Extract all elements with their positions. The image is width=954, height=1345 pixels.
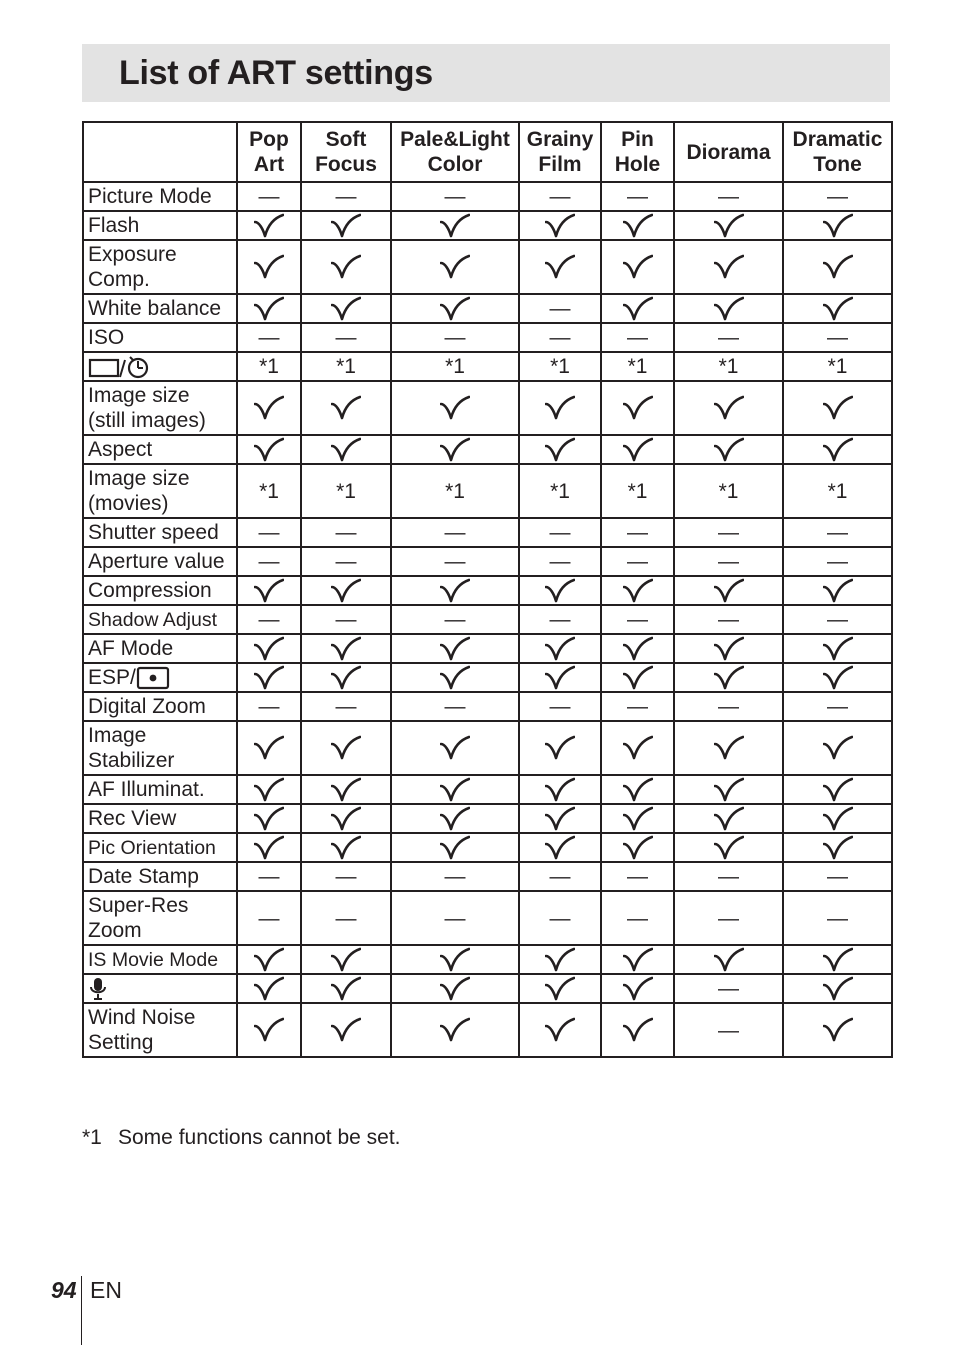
row-label xyxy=(83,692,237,721)
not-available-dash: — xyxy=(601,323,674,352)
check-icon xyxy=(674,775,783,804)
row-label xyxy=(83,775,237,804)
not-available-dash: — xyxy=(783,547,892,576)
check-icon xyxy=(301,435,391,464)
check-icon xyxy=(783,1003,892,1057)
not-available-dash: — xyxy=(237,605,301,634)
column-header-line: Tone xyxy=(813,153,862,176)
not-available-dash: — xyxy=(391,182,519,211)
check-icon xyxy=(391,240,519,294)
check-icon xyxy=(601,211,674,240)
row-label-text: Pic Orientation xyxy=(88,836,216,859)
not-available-dash: — xyxy=(519,862,601,891)
footnote-ref: *1 xyxy=(301,464,391,518)
not-available-dash: — xyxy=(674,891,783,945)
check-icon xyxy=(674,833,783,862)
check-icon xyxy=(391,945,519,974)
column-header-line: Pin xyxy=(621,128,654,151)
footnote-ref: *1 xyxy=(674,464,783,518)
footnote-ref: *1 xyxy=(391,464,519,518)
table-row xyxy=(83,435,892,464)
table-row xyxy=(83,547,892,576)
header-corner xyxy=(83,122,237,182)
row-label xyxy=(83,833,237,862)
column-header xyxy=(601,122,674,182)
check-icon xyxy=(301,240,391,294)
check-icon xyxy=(601,833,674,862)
not-available-dash: — xyxy=(674,323,783,352)
column-header-line: Art xyxy=(253,153,285,176)
row-label-text: Flash xyxy=(88,214,140,237)
check-icon xyxy=(391,634,519,663)
row-label-text: Digital Zoom xyxy=(88,695,206,718)
row-label-text: AF Illuminat. xyxy=(88,778,205,801)
not-available-dash: — xyxy=(519,891,601,945)
check-icon xyxy=(601,945,674,974)
row-label xyxy=(83,576,237,605)
not-available-dash: — xyxy=(519,294,601,323)
check-icon xyxy=(783,721,892,775)
not-available-dash: — xyxy=(783,518,892,547)
not-available-dash: — xyxy=(519,518,601,547)
header-row xyxy=(83,122,892,182)
not-available-dash: — xyxy=(674,518,783,547)
column-header-line: Dramatic xyxy=(792,128,883,151)
not-available-dash: — xyxy=(301,323,391,352)
not-available-dash: — xyxy=(391,323,519,352)
spot-metering-icon xyxy=(136,666,170,689)
column-header-line: Hole xyxy=(614,153,661,176)
check-icon xyxy=(301,833,391,862)
table-row xyxy=(83,576,892,605)
check-icon xyxy=(237,435,301,464)
footnote-ref: *1 xyxy=(783,352,892,381)
row-label xyxy=(83,182,237,211)
row-label-text: Date Stamp xyxy=(88,865,199,888)
row-label xyxy=(83,663,237,692)
footnote-ref: *1 xyxy=(237,352,301,381)
check-icon xyxy=(783,804,892,833)
check-icon xyxy=(674,634,783,663)
table-row xyxy=(83,775,892,804)
check-icon xyxy=(783,435,892,464)
column-header xyxy=(237,122,301,182)
check-icon xyxy=(674,663,783,692)
page-title: List of ART settings xyxy=(119,54,433,92)
table-row xyxy=(83,804,892,833)
not-available-dash: — xyxy=(519,547,601,576)
not-available-dash: — xyxy=(301,862,391,891)
check-icon xyxy=(237,663,301,692)
check-icon xyxy=(519,663,601,692)
table-row xyxy=(83,862,892,891)
table-row xyxy=(83,381,892,435)
column-header-line: Color xyxy=(427,153,483,176)
row-label-text: Wind Noise Setting xyxy=(88,1006,196,1054)
row-label xyxy=(83,605,237,634)
column-header xyxy=(519,122,601,182)
row-label-text: Compression xyxy=(88,579,212,602)
check-icon xyxy=(601,576,674,605)
not-available-dash: — xyxy=(601,182,674,211)
table-row xyxy=(83,634,892,663)
not-available-dash: — xyxy=(391,547,519,576)
table-row xyxy=(83,891,892,945)
column-header-line: Soft xyxy=(325,128,367,151)
column-header-line: Pop xyxy=(249,128,289,151)
check-icon xyxy=(519,1003,601,1057)
check-icon xyxy=(301,663,391,692)
column-header xyxy=(674,122,783,182)
not-available-dash: — xyxy=(783,323,892,352)
check-icon xyxy=(391,775,519,804)
row-label-text: Image size (still images) xyxy=(88,384,206,432)
not-available-dash: — xyxy=(237,182,301,211)
check-icon xyxy=(391,833,519,862)
not-available-dash: — xyxy=(601,891,674,945)
check-icon xyxy=(519,833,601,862)
row-label-text: Shadow Adjust xyxy=(88,608,218,631)
check-icon xyxy=(519,211,601,240)
footnote-ref: *1 xyxy=(601,352,674,381)
check-icon xyxy=(301,804,391,833)
check-icon xyxy=(519,775,601,804)
check-icon xyxy=(601,294,674,323)
not-available-dash: — xyxy=(519,323,601,352)
drive-selftimer-icon xyxy=(88,355,152,378)
row-label xyxy=(83,1003,237,1057)
not-available-dash: — xyxy=(601,605,674,634)
not-available-dash: — xyxy=(674,547,783,576)
check-icon xyxy=(601,804,674,833)
row-label-text: Aspect xyxy=(88,438,153,461)
not-available-dash: — xyxy=(783,891,892,945)
check-icon xyxy=(783,211,892,240)
footnote-ref: *1 xyxy=(391,352,519,381)
row-label xyxy=(83,634,237,663)
check-icon xyxy=(301,775,391,804)
check-icon xyxy=(237,945,301,974)
check-icon xyxy=(237,634,301,663)
not-available-dash: — xyxy=(519,692,601,721)
not-available-dash: — xyxy=(601,862,674,891)
check-icon xyxy=(237,974,301,1003)
footnote-ref: *1 xyxy=(519,352,601,381)
check-icon xyxy=(601,634,674,663)
check-icon xyxy=(391,294,519,323)
table-row xyxy=(83,721,892,775)
row-label-text: Image size (movies) xyxy=(88,467,190,515)
table-row xyxy=(83,352,892,381)
not-available-dash: — xyxy=(674,605,783,634)
check-icon xyxy=(237,804,301,833)
check-icon xyxy=(301,576,391,605)
row-label xyxy=(83,464,237,518)
check-icon xyxy=(391,576,519,605)
row-label xyxy=(83,804,237,833)
check-icon xyxy=(674,721,783,775)
check-icon xyxy=(391,381,519,435)
row-label-text: ISO xyxy=(88,326,125,349)
table-row xyxy=(83,945,892,974)
not-available-dash: — xyxy=(237,518,301,547)
footnote-text: Some functions cannot be set. xyxy=(118,1126,401,1149)
check-icon xyxy=(301,721,391,775)
not-available-dash: — xyxy=(783,692,892,721)
not-available-dash: — xyxy=(519,182,601,211)
check-icon xyxy=(391,974,519,1003)
not-available-dash: — xyxy=(674,974,783,1003)
row-label xyxy=(83,435,237,464)
footnote xyxy=(82,1126,401,1150)
row-label xyxy=(83,518,237,547)
check-icon xyxy=(601,974,674,1003)
table-row xyxy=(83,182,892,211)
table-row xyxy=(83,211,892,240)
footnote-mark: *1 xyxy=(82,1126,102,1149)
check-icon xyxy=(674,945,783,974)
check-icon xyxy=(783,381,892,435)
check-icon xyxy=(519,435,601,464)
table-row xyxy=(83,294,892,323)
footnote-ref: *1 xyxy=(783,464,892,518)
column-header-line: Film xyxy=(538,153,582,176)
not-available-dash: — xyxy=(391,605,519,634)
not-available-dash: — xyxy=(301,692,391,721)
check-icon xyxy=(237,381,301,435)
check-icon xyxy=(519,721,601,775)
check-icon xyxy=(783,576,892,605)
row-label-text: White balance xyxy=(88,297,222,320)
row-label xyxy=(83,721,237,775)
check-icon xyxy=(237,294,301,323)
not-available-dash: — xyxy=(391,692,519,721)
check-icon xyxy=(301,634,391,663)
check-icon xyxy=(237,576,301,605)
footnote-ref: *1 xyxy=(519,464,601,518)
check-icon xyxy=(674,381,783,435)
check-icon xyxy=(301,974,391,1003)
check-icon xyxy=(601,381,674,435)
check-icon xyxy=(674,576,783,605)
check-icon xyxy=(783,775,892,804)
column-header-line: Grainy xyxy=(526,128,594,151)
check-icon xyxy=(783,663,892,692)
check-icon xyxy=(783,294,892,323)
footnote-ref: *1 xyxy=(674,352,783,381)
row-label xyxy=(83,211,237,240)
check-icon xyxy=(783,945,892,974)
row-label-text: Picture Mode xyxy=(88,185,212,208)
column-header xyxy=(301,122,391,182)
art-settings-table xyxy=(82,121,893,1058)
check-icon xyxy=(237,721,301,775)
check-icon xyxy=(391,721,519,775)
not-available-dash: — xyxy=(391,518,519,547)
row-label xyxy=(83,352,237,381)
check-icon xyxy=(601,435,674,464)
check-icon xyxy=(601,663,674,692)
check-icon xyxy=(674,240,783,294)
table-row xyxy=(83,663,892,692)
check-icon xyxy=(391,1003,519,1057)
not-available-dash: — xyxy=(601,547,674,576)
row-label xyxy=(83,945,237,974)
not-available-dash: — xyxy=(301,518,391,547)
not-available-dash: — xyxy=(237,323,301,352)
not-available-dash: — xyxy=(601,692,674,721)
table-row xyxy=(83,1003,892,1057)
check-icon xyxy=(601,775,674,804)
check-icon xyxy=(783,634,892,663)
not-available-dash: — xyxy=(391,891,519,945)
not-available-dash: — xyxy=(674,692,783,721)
check-icon xyxy=(237,240,301,294)
row-label-text: ESP/ xyxy=(88,665,136,689)
row-label-text: IS Movie Mode xyxy=(88,948,219,971)
title-bar xyxy=(82,44,890,102)
table-row xyxy=(83,518,892,547)
check-icon xyxy=(783,974,892,1003)
row-label-text: Super-Res Zoom xyxy=(88,894,189,942)
column-header-line: Pale&Light xyxy=(400,128,510,151)
check-icon xyxy=(674,211,783,240)
not-available-dash: — xyxy=(391,862,519,891)
check-icon xyxy=(301,945,391,974)
column-header xyxy=(391,122,519,182)
microphone-icon xyxy=(88,977,108,1000)
not-available-dash: — xyxy=(301,891,391,945)
footnote-ref: *1 xyxy=(301,352,391,381)
table-row xyxy=(83,692,892,721)
row-label xyxy=(83,862,237,891)
check-icon xyxy=(519,240,601,294)
table-row xyxy=(83,464,892,518)
check-icon xyxy=(301,211,391,240)
not-available-dash: — xyxy=(674,1003,783,1057)
not-available-dash: — xyxy=(301,605,391,634)
not-available-dash: — xyxy=(783,182,892,211)
check-icon xyxy=(674,294,783,323)
not-available-dash: — xyxy=(519,605,601,634)
not-available-dash: — xyxy=(783,605,892,634)
not-available-dash: — xyxy=(783,862,892,891)
row-label xyxy=(83,323,237,352)
check-icon xyxy=(674,435,783,464)
check-icon xyxy=(674,804,783,833)
row-label-text: Aperture value xyxy=(88,550,225,573)
page-number: 94 xyxy=(51,1277,77,1303)
row-label-text: Shutter speed xyxy=(88,521,219,544)
row-label xyxy=(83,547,237,576)
column-header-line: Focus xyxy=(315,153,377,176)
check-icon xyxy=(237,211,301,240)
check-icon xyxy=(783,833,892,862)
row-label-text: Exposure Comp. xyxy=(88,243,177,291)
column-header xyxy=(783,122,892,182)
footnote-ref: *1 xyxy=(601,464,674,518)
not-available-dash: — xyxy=(301,547,391,576)
page-divider xyxy=(81,1276,82,1345)
not-available-dash: — xyxy=(237,862,301,891)
check-icon xyxy=(391,663,519,692)
check-icon xyxy=(301,294,391,323)
column-header-line: Diorama xyxy=(686,140,771,164)
not-available-dash: — xyxy=(674,182,783,211)
check-icon xyxy=(237,1003,301,1057)
row-label xyxy=(83,974,237,1003)
not-available-dash: — xyxy=(601,518,674,547)
check-icon xyxy=(301,1003,391,1057)
table-row xyxy=(83,974,892,1003)
not-available-dash: — xyxy=(301,182,391,211)
not-available-dash: — xyxy=(237,891,301,945)
footnote-ref: *1 xyxy=(237,464,301,518)
page-language: EN xyxy=(90,1277,122,1303)
check-icon xyxy=(601,240,674,294)
check-icon xyxy=(301,381,391,435)
table-row xyxy=(83,323,892,352)
check-icon xyxy=(783,240,892,294)
row-label xyxy=(83,240,237,294)
not-available-dash: — xyxy=(674,862,783,891)
check-icon xyxy=(519,974,601,1003)
check-icon xyxy=(519,804,601,833)
row-label xyxy=(83,381,237,435)
row-label xyxy=(83,891,237,945)
row-label xyxy=(83,294,237,323)
check-icon xyxy=(391,211,519,240)
row-label-text: Image Stabilizer xyxy=(88,724,175,772)
check-icon xyxy=(519,945,601,974)
table-row xyxy=(83,240,892,294)
row-label-text: Rec View xyxy=(88,807,177,830)
check-icon xyxy=(391,804,519,833)
check-icon xyxy=(519,576,601,605)
row-label-text: AF Mode xyxy=(88,637,174,660)
check-icon xyxy=(237,833,301,862)
check-icon xyxy=(519,381,601,435)
check-icon xyxy=(601,721,674,775)
not-available-dash: — xyxy=(237,692,301,721)
table-row xyxy=(83,605,892,634)
check-icon xyxy=(519,634,601,663)
check-icon xyxy=(601,1003,674,1057)
not-available-dash: — xyxy=(237,547,301,576)
check-icon xyxy=(391,435,519,464)
check-icon xyxy=(237,775,301,804)
table-row xyxy=(83,833,892,862)
